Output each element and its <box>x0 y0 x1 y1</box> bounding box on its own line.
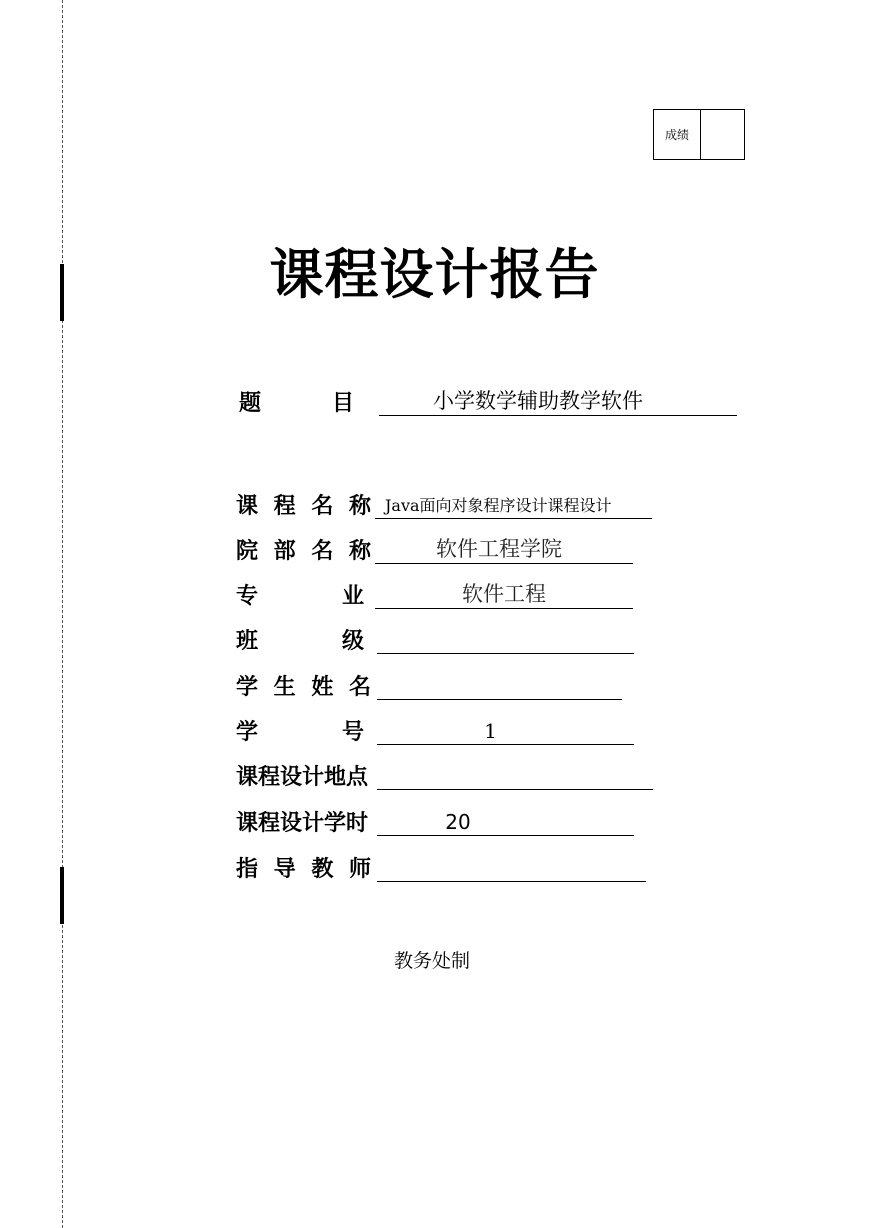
location-value <box>377 760 653 790</box>
topic-value: 小学数学辅助教学软件 <box>379 386 737 416</box>
issuer-footer: 教务处制 <box>394 950 471 972</box>
report-title: 课程设计报告 <box>269 243 600 306</box>
grade-box <box>653 109 745 160</box>
binding-line <box>62 0 63 1228</box>
department-label: 院 部 名 称 <box>236 539 375 564</box>
course-name-label: 课 程 名 称 <box>236 494 375 519</box>
student-id-value: 1 <box>377 715 634 745</box>
major-value: 软件工程 <box>375 579 633 609</box>
student-name-label: 学 生 姓 名 <box>236 675 375 700</box>
hours-value: 20 <box>377 806 634 836</box>
location-label: 课程设计地点 <box>236 765 369 790</box>
advisor-label: 指 导 教 师 <box>236 857 375 882</box>
grade-value <box>701 110 744 159</box>
advisor-value <box>377 852 646 882</box>
class-value <box>377 624 634 654</box>
binding-mark-bottom <box>60 867 64 924</box>
course-name-value: Java面向对象程序设计课程设计 <box>375 489 652 519</box>
student-name-value <box>377 670 622 700</box>
grade-label: 成绩 <box>654 110 701 159</box>
department-value: 软件工程学院 <box>375 534 633 564</box>
hours-label: 课程设计学时 <box>236 811 369 836</box>
